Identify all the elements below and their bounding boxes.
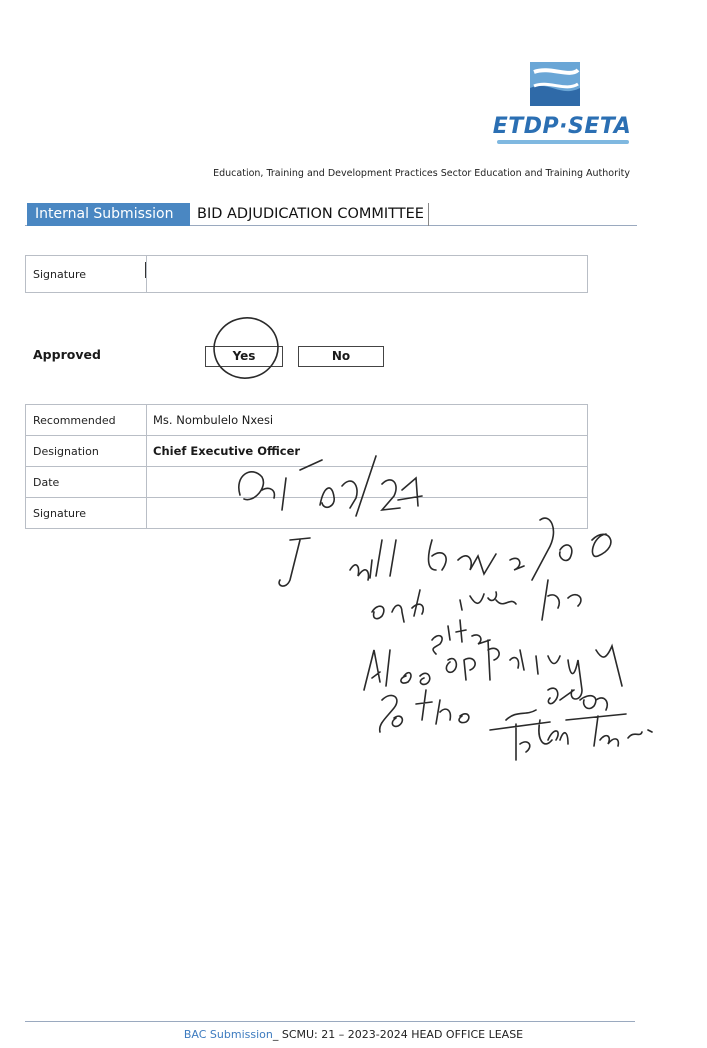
signature-field-2[interactable] — [147, 498, 588, 529]
footer-prefix: BAC Submission — [183, 1028, 273, 1041]
signature-table — [25, 255, 588, 293]
no-option[interactable]: No — [298, 346, 384, 367]
logo-text: ETDP·SETA — [492, 114, 632, 139]
recommended-label: Recommended — [26, 405, 147, 436]
date-label: Date — [26, 467, 147, 498]
note-line-4 — [364, 640, 622, 699]
organization-name: Education, Training and Development Practices Sector Education and Training Authority — [213, 168, 630, 179]
footer-text: _ SCMU: 21 – 2023-2024 HEAD OFFICE LEASE — [272, 1028, 524, 1041]
handwritten-signature — [490, 714, 652, 760]
table-row — [26, 467, 588, 498]
note-line-2 — [372, 580, 581, 622]
recommendation-table — [25, 404, 588, 529]
approved-label: Approved — [33, 347, 101, 362]
logo-underline — [497, 140, 629, 144]
note-line-3 — [432, 620, 490, 654]
page-title: BID ADJUDICATION COMMITTEE — [193, 203, 429, 226]
recommended-value: Ms. Nombulelo Nxesi — [147, 405, 588, 436]
signature-label: Signature — [26, 256, 147, 293]
table-row — [26, 498, 588, 529]
designation-value: Chief Executive Officer — [147, 436, 588, 467]
signature-mark — [145, 262, 146, 278]
designation-label: Designation — [26, 436, 147, 467]
footer — [0, 1028, 707, 1041]
internal-submission-tab: Internal Submission — [27, 203, 190, 226]
table-row — [26, 436, 588, 467]
table-row — [26, 405, 588, 436]
signature-label-2: Signature — [26, 498, 147, 529]
table-row — [26, 256, 588, 293]
note-line-5 — [380, 688, 608, 732]
footer-rule — [25, 1021, 635, 1022]
signature-field[interactable] — [147, 256, 588, 293]
yes-option[interactable]: Yes — [205, 346, 283, 367]
date-field[interactable] — [147, 467, 588, 498]
